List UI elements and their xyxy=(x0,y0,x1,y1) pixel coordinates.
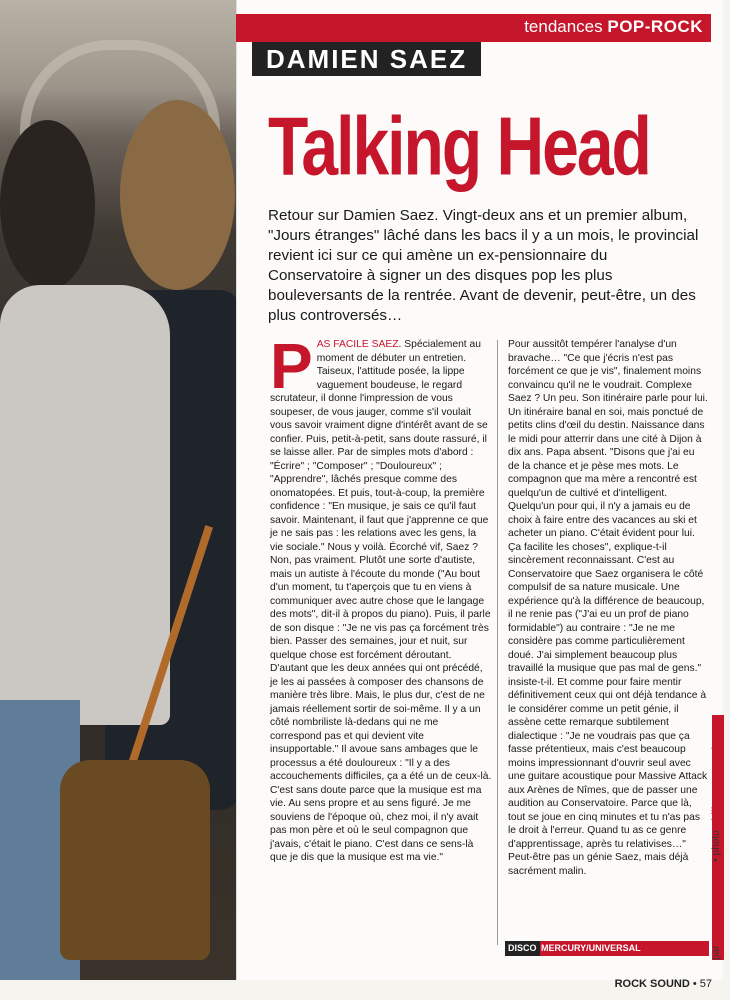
page-number: 57 xyxy=(699,978,712,990)
page-footer xyxy=(615,978,712,990)
section-bar xyxy=(236,14,711,42)
photo-hair-light xyxy=(120,100,235,290)
byline-sep: • photo xyxy=(711,827,722,865)
byline xyxy=(711,720,725,960)
byline-author: Yves Bongarçon xyxy=(711,864,722,943)
disco-label: MERCURY/UNIVERSAL xyxy=(541,943,641,953)
lead-dot: . xyxy=(398,339,405,350)
disco-tag: DISCO xyxy=(505,941,540,956)
photo-bag xyxy=(60,760,210,960)
artist-bar xyxy=(252,42,481,76)
column-divider xyxy=(497,340,498,945)
photo-coat xyxy=(0,285,170,725)
dropcap: P xyxy=(270,330,313,402)
kicker-section: POP-ROCK xyxy=(607,17,703,36)
footer-sep: • xyxy=(689,978,700,990)
headline: Talking Head xyxy=(268,99,650,192)
body-column-1 xyxy=(270,330,492,865)
col1-text: Spécialement au moment de débuter un entretien. Taiseux, l'attitude posée, la lippe vaguement boudeuse, le regard scrutateur, il donne l'impression de vous soupeser, de vous jauger, comme s'il voulait vous savoir vraiment digne d'intérêt avant de se confier. Puis, petit-à-petit, sans doute rassuré, il se laisse aller. Par de simples mots d'abord : "Écrire" ; "Composer" ; "Douloureux" ; "Apprendre", lâchés presque comme des onomatopées. Et puis, tout-à-coup, la première confidence : "En musique, je sais ce qu'il faut savoir. Maintenant, il faut que j'apprenne ce que je ne sais pas : les relations avec les gens, la vie sociale." Nous y voilà. Écorché vif, Saez ? Non, pas vraiment. Plutôt une sorte d'autiste, mais un autiste à l'écoute du monde ("Au bout d'un moment, tu t'aperçois que tu en viens à communiquer avec autre chose que le langage des mots", dit-il à propos du piano). Puis, il parle de son disque : "Je ne vis pas ça forcément très bien. Passer des semaines, jour et nuit, sur quelque chose est forcément déroutant. D'autant que les deux années qui ont précédé, je les ai passées à composer des chansons de manière très libre. Mais, le plus dur, c'est de ne jamais réellement sortir de soi-même. Il y a un côté nombriliste là-dedans qui ne me correspond pas et qui devient vite insupportable." Il avoue sans ambages que le processus a été douloureux : "Il y a des accouchements difficiles, ça a été un de ceux-là. C'est sans doute parce que la musique est ma vie. Au sens propre et au sens figuré. Je me souviens de l'époque où, chez moi, il n'y avait pas mon père et où le seul compagnon que j'avais, c'était le piano. C'est dans ce sens-là que je dis que la musique est ma vie." xyxy=(270,339,492,863)
section-kicker xyxy=(524,17,703,37)
col2-text: Pour aussitôt tempérer l'analyse d'un bravache… "Ce que j'écris n'est pas forcément ce que je vis", finalement moins convaincu qu'il ne le voudrait. Complexe Saez ? Un peu. Son itinéraire parle pour lui. Un itinéraire banal en soi, mais ponctué de petits clins d'œil du destin. Naissance dans le midi pour atterrir dans une cité à Dijon à dix ans. Papa absent. "Disons que j'ai eu de la chance et je pèse mes mots. Le compagnon que ma mère a rencontré est quelqu'un de cultivé et d'intelligent. Quelqu'un pour qui, il n'y a jamais eu de choix à faire entre des vacances au ski et acheter un piano. C'était évident pour lui. Ça facilite les choses", explique-t-il sincèrement reconnaissant. C'est au Conservatoire que Saez organisera le côté compulsif de sa nature musicale. Une expérience qu'à la différence de beaucoup, il ne renie pas ("J'ai eu un prof de piano formidable") au contraire : "Je ne me considère pas comme particulièrement doué. J'ai simplement beaucoup plus travaillé la musique que pas mal de gens." insiste-t-il. Et comme pour faire mentir définitivement ceux qui ont déjà tendance à le considérer comme un petit génie, il assène cette remarque subtilement dialectique : "Je ne voudrais pas que ça fasse prétentieux, mais c'est beaucoup moins impressionnant d'ouvrir seul avec une guitare acoustique pour Massive Attack aux Arènes de Nîmes, que de passer une audition au Conservatoire. Parce que là, tout se joue en cinq minutes et tu n'as pas le droit à l'erreur. Quand tu as ce genre d'apprentissage, après tu relativises…" Peut-être pas un génie Saez, mais déjà sacrément malin. xyxy=(508,339,708,877)
cover-photo xyxy=(0,0,236,980)
lead-in: AS FACILE SAEZ xyxy=(316,339,399,350)
kicker-prefix: tendances xyxy=(524,17,603,36)
lede: Retour sur Damien Saez. Vingt-deux ans et un premier album, "Jours étranges" lâché dans les bacs il y a un mois, le provincial revient ici sur ce qui amène un ex-pensionnaire du Conservatoire à signer un des disques pop les plus bouleversants de la rentrée. Avant de devenir, peut-être, un des plus controversés… xyxy=(268,207,699,324)
magazine-name: ROCK SOUND xyxy=(614,978,690,990)
photo-hair-dark xyxy=(0,120,95,290)
artist-name: DAMIEN SAEZ xyxy=(266,44,468,74)
disco-bar xyxy=(505,941,709,956)
byline-photographer: Philippe Mazzoni xyxy=(711,746,722,828)
byline-prefix: par xyxy=(711,942,722,960)
body-column-2 xyxy=(508,338,708,878)
